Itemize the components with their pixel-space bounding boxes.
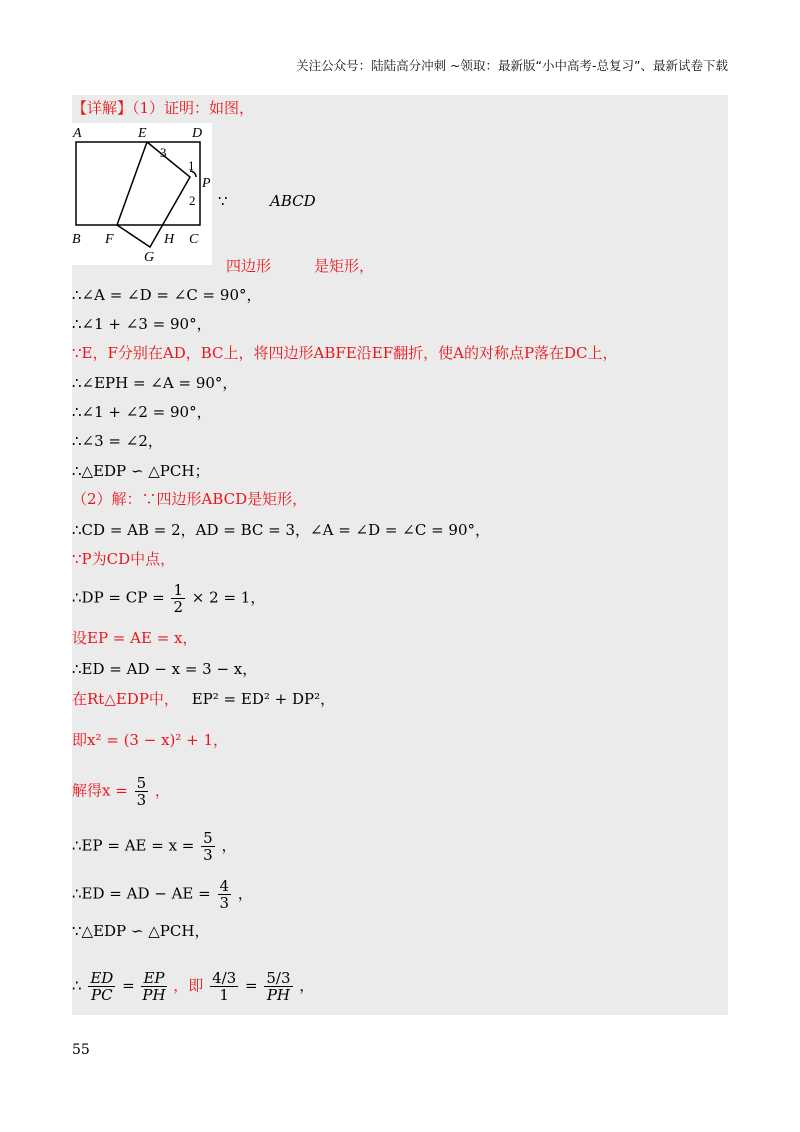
page-header: 关注公众号：陆陆高分冲刺 ~领取：最新版“小中高考-总复习”、最新试卷下载 xyxy=(296,58,728,73)
label-G: G xyxy=(144,250,155,265)
line-13-rhs: × 2 = 1， xyxy=(191,588,266,607)
line-12: ∵P为CD中点， xyxy=(72,550,176,568)
fraction-ep-ph: $\frac{EP}{PH}$ xyxy=(142,969,166,1004)
line-detail-heading: 【详解】（1）证明：如图， xyxy=(72,99,255,117)
label-C: C xyxy=(189,232,199,247)
label-B: B xyxy=(72,232,81,247)
geometry-figure xyxy=(72,123,212,265)
line-quadrilateral: 四边形 xyxy=(226,257,272,275)
line-15: ∴ED = AD − x = 3 − x， xyxy=(72,660,258,678)
label-H: H xyxy=(164,232,175,247)
angle-label-1: 1 xyxy=(188,158,195,173)
line-22: ∴ $\frac{ED}{PC}$ = $\frac{EP}{PH}$ ，即 $\frac{4/3}{1}$ = $\frac{5/3}{PH}$ ， xyxy=(72,969,315,1004)
line-21: ∵△EDP ∽ △PCH， xyxy=(72,922,210,940)
line-is-rectangle: 是矩形， xyxy=(314,257,375,275)
line-abcd: ABCD xyxy=(270,192,316,210)
fraction-five-thirds: $\frac{5}{3}$ xyxy=(136,774,147,809)
line-11: ∴CD = AB = 2，AD = BC = 3，∠A = ∠D = ∠C = 90°， xyxy=(72,521,490,539)
fraction-four-thirds: $\frac{4}{3}$ xyxy=(219,877,230,912)
line-19-prefix: ∴EP = AE = x = xyxy=(72,836,195,855)
fraction-five-thirds-over-ph: $\frac{5/3}{PH}$ xyxy=(266,969,291,1004)
label-D: D xyxy=(192,126,203,141)
label-P: P xyxy=(202,176,211,191)
fraction-half: $\frac{1}{2}$ xyxy=(173,581,184,616)
rectangle-fold-diagram xyxy=(72,123,212,265)
line-20: ∴ED = AD − AE = $\frac{4}{3}$ ， xyxy=(72,877,253,912)
fraction-four-thirds-over-one: $\frac{4/3}{1}$ xyxy=(212,969,237,1004)
line-16-prefix: 在Rt△EDP中， xyxy=(72,690,179,708)
line-6: ∴∠EPH = ∠A = 90°， xyxy=(72,374,238,392)
label-A: A xyxy=(73,126,82,141)
page-number: 55 xyxy=(72,1042,90,1058)
label-F: F xyxy=(105,232,114,247)
line-17: 即x² = (3 − x)² + 1， xyxy=(72,731,229,749)
line-13 xyxy=(72,582,265,615)
line-because: ∵ xyxy=(218,192,228,210)
line-3: ∴∠A = ∠D = ∠C = 90°， xyxy=(72,286,262,304)
line-19: ∴EP = AE = x = $\frac{5}{3}$ ， xyxy=(72,829,237,864)
angle-label-2: 2 xyxy=(189,193,196,208)
label-E: E xyxy=(138,126,147,141)
line-9: ∴△EDP ∽ △PCH； xyxy=(72,462,210,480)
line-7: ∴∠1 + ∠2 = 90°， xyxy=(72,403,212,421)
solution-panel xyxy=(72,95,728,1015)
fraction-ed-pc: $\frac{ED}{PC}$ xyxy=(90,969,114,1004)
line-16 xyxy=(72,689,335,709)
line-13-lhs: ∴DP = CP = xyxy=(72,588,165,607)
line-16-equation: EP² = ED² + DP²， xyxy=(191,690,336,708)
angle-label-3: 3 xyxy=(160,145,167,160)
fraction-five-thirds-2: $\frac{5}{3}$ xyxy=(203,829,213,864)
line-14: 设EP = AE = x， xyxy=(72,629,198,647)
line-5: ∵E，F分别在AD，BC上，将四边形ABFE沿EF翻折，使A的对称点P落在DC上， xyxy=(72,344,618,362)
line-10: （2）解：∵四边形ABCD是矩形， xyxy=(72,490,308,508)
line-18: 解得x = $\frac{5}{3}$ ， xyxy=(72,774,170,809)
line-4: ∴∠1 + ∠3 = 90°， xyxy=(72,315,212,333)
line-18-prefix: 解得x = xyxy=(72,781,128,800)
line-20-prefix: ∴ED = AD − AE = xyxy=(72,884,211,903)
line-8: ∴∠3 = ∠2， xyxy=(72,432,163,450)
